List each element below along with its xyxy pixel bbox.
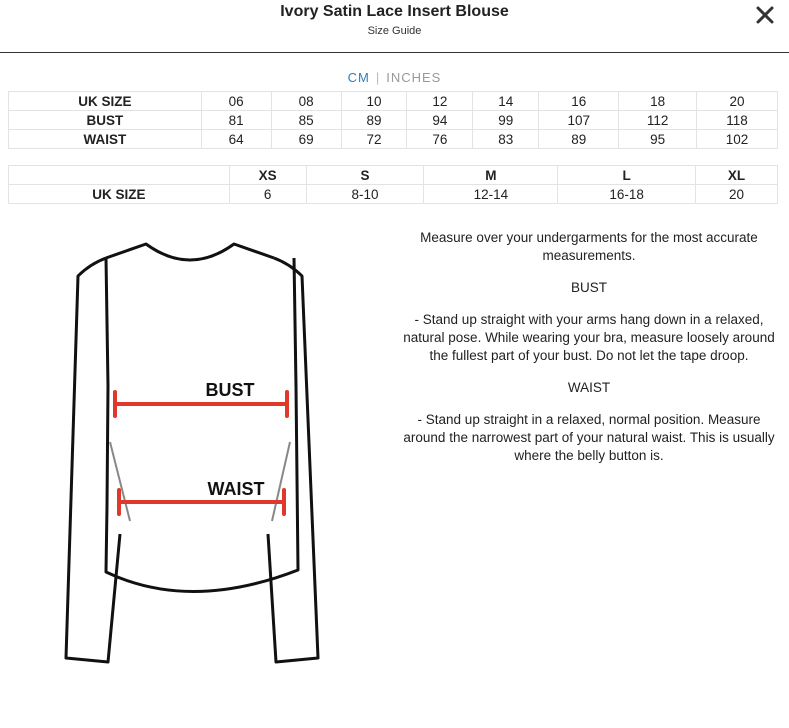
- column-header: [9, 166, 230, 185]
- row-label: BUST: [9, 111, 202, 130]
- letter-size-table: [8, 165, 778, 204]
- table-cell: 81: [201, 111, 271, 130]
- table-cell: 102: [697, 130, 778, 149]
- unit-toggle: [0, 70, 789, 85]
- row-label: UK SIZE: [9, 92, 202, 111]
- table-cell: 89: [341, 111, 407, 130]
- unit-separator: |: [375, 70, 381, 85]
- table-cell: 08: [271, 92, 341, 111]
- bust-label: BUST: [205, 380, 255, 400]
- table-cell: 118: [697, 111, 778, 130]
- table-cell: 20: [696, 185, 778, 204]
- bust-instructions: - Stand up straight with your arms hang down in a relaxed, natural pose. While wearing your bra, measure loosely around the fullest part of your bust. Do not let the tape droop.: [403, 312, 775, 363]
- table-cell: 12-14: [424, 185, 558, 204]
- table-cell: 14: [473, 92, 539, 111]
- table-cell: 8-10: [306, 185, 424, 204]
- bust-measure-arrow: [115, 392, 287, 416]
- table-cell: 83: [473, 130, 539, 149]
- row-label: WAIST: [9, 130, 202, 149]
- table-cell: 12: [407, 92, 473, 111]
- waist-instructions: - Stand up straight in a relaxed, normal position. Measure around the narrowest part of your natural waist. This is usually where the belly button is.: [403, 412, 775, 463]
- table-cell: 85: [271, 111, 341, 130]
- unit-inches-option[interactable]: INCHES: [386, 70, 442, 85]
- measurements-table: [8, 91, 778, 149]
- blouse-outline: [66, 244, 318, 662]
- waist-label: WAIST: [207, 479, 265, 499]
- close-button[interactable]: [753, 3, 777, 27]
- table-cell: 6: [229, 185, 306, 204]
- table-cell: 89: [539, 130, 619, 149]
- close-icon: [753, 3, 777, 27]
- modal-header: [0, 0, 789, 53]
- column-header: XS: [229, 166, 306, 185]
- table-cell: 112: [619, 111, 697, 130]
- table-cell: 64: [201, 130, 271, 149]
- table-row: [9, 130, 778, 149]
- bust-heading: BUST: [570, 280, 607, 295]
- size-guide-subtitle: Size Guide: [367, 25, 422, 37]
- instructions-intro: Measure over your undergarments for the most accurate measurements.: [420, 230, 758, 263]
- column-header: L: [558, 166, 696, 185]
- table-cell: 20: [697, 92, 778, 111]
- table-cell: 06: [201, 92, 271, 111]
- unit-cm-option[interactable]: CM: [347, 70, 370, 85]
- table-cell: 99: [473, 111, 539, 130]
- table-cell: 76: [407, 130, 473, 149]
- table-cell: 18: [619, 92, 697, 111]
- table-row: [9, 92, 778, 111]
- waist-heading: WAIST: [567, 380, 611, 395]
- table-cell: 16-18: [558, 185, 696, 204]
- table-cell: 95: [619, 130, 697, 149]
- table-cell: 72: [341, 130, 407, 149]
- table-cell: 10: [341, 92, 407, 111]
- table-cell: 107: [539, 111, 619, 130]
- column-header: M: [424, 166, 558, 185]
- product-title: Ivory Satin Lace Insert Blouse: [280, 3, 509, 20]
- table-header-row: [9, 166, 778, 185]
- table-cell: 16: [539, 92, 619, 111]
- measuring-instructions: [400, 229, 778, 479]
- column-header: XL: [696, 166, 778, 185]
- table-cell: 94: [407, 111, 473, 130]
- blouse-diagram: [60, 236, 360, 666]
- table-row: [9, 111, 778, 130]
- row-label: UK SIZE: [9, 185, 230, 204]
- column-header: S: [306, 166, 424, 185]
- table-row: [9, 185, 778, 204]
- table-cell: 69: [271, 130, 341, 149]
